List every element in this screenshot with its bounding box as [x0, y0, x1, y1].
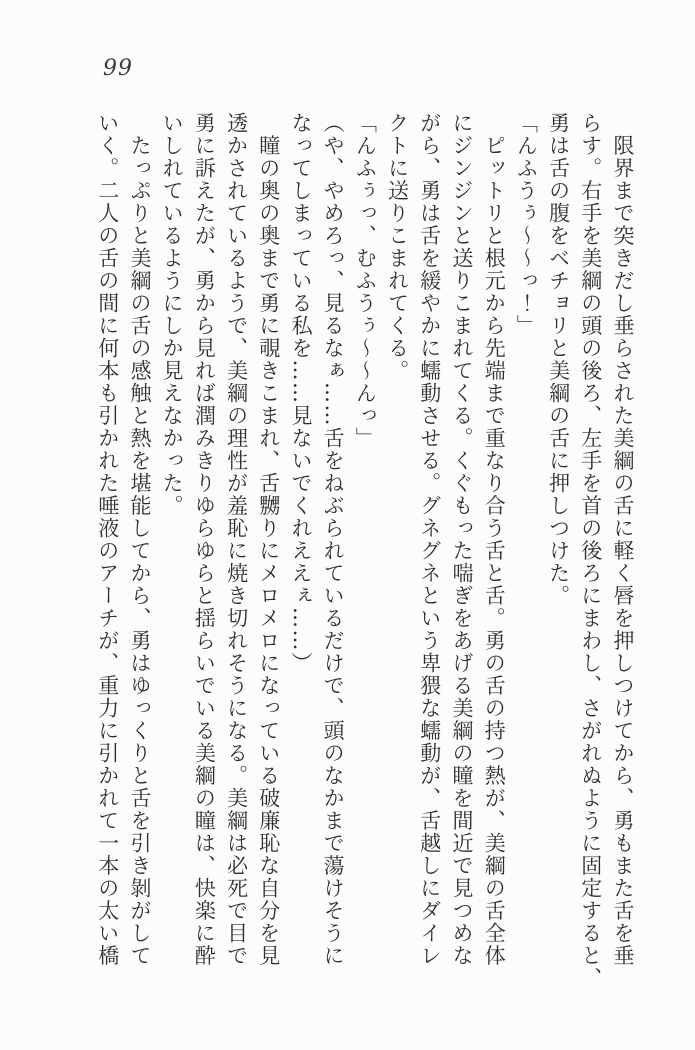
text-line: なってしまっている私を……見ないでくれええぇ……） — [288, 112, 313, 675]
text-line: 透かされているようで、美綱の理性が羞恥に焼き切れそうになる。美綱は必死で目で — [224, 112, 249, 967]
text-line: いしれているようにしか見えなかった。 — [160, 112, 185, 517]
text-line: がら、勇は舌を緩やかに蠕動させる。グネグネという卑猥な蠕動が、舌越しにダイレ — [417, 112, 442, 967]
text-line: （や、やめろっ、見るなぁ……舌をねぶられているだけで、頭のなかまで蕩けそうに — [321, 112, 346, 967]
text-line: たっぷりと美綱の舌の感触と熱を堪能してから、勇はゆっくりと舌を引き剝がして — [127, 112, 152, 967]
vertical-text-block — [92, 112, 639, 990]
text-line: 勇に訴えたが、勇から見れば潤みきりゆらゆらと揺らいでいる美綱の瞳は、快楽に酔 — [192, 112, 217, 967]
text-line: クトに送りこまれてくる。 — [385, 112, 410, 382]
text-line: 限界まで突きだし垂らされた美綱の舌に軽く唇を押しつけてから、勇もまた舌を垂 — [611, 112, 635, 967]
text-line: にジンジンと送りこまれてくる。くぐもった喘ぎをあげる美綱の瞳を間近で見つめな — [449, 112, 474, 967]
text-line: 「んふうぅ～～っ！」 — [514, 112, 539, 337]
text-line: 勇は舌の腹をベチョリと美綱の舌に押しつけた。 — [546, 112, 571, 607]
text-line: ピットリと根元から先端まで重なり合う舌と舌。勇の舌の持つ熱が、美綱の舌全体 — [482, 112, 507, 967]
text-line: 「んふぅっ、むふうぅ～～んっ」 — [353, 112, 378, 450]
text-line: いく。二人の舌の間に何本も引かれた唾液のアーチが、重力に引かれて一本の太い橋 — [95, 112, 120, 967]
text-line: らす。右手を美綱の頭の後ろ、左手を首の後ろにまわし、さがれぬように固定すると、 — [578, 112, 603, 990]
page-number: 99 — [103, 56, 133, 81]
text-line: 瞳の奥の奥まで勇に覗きこまれ、舌嬲りにメロメロになっている破廉恥な自分を見 — [256, 112, 281, 967]
